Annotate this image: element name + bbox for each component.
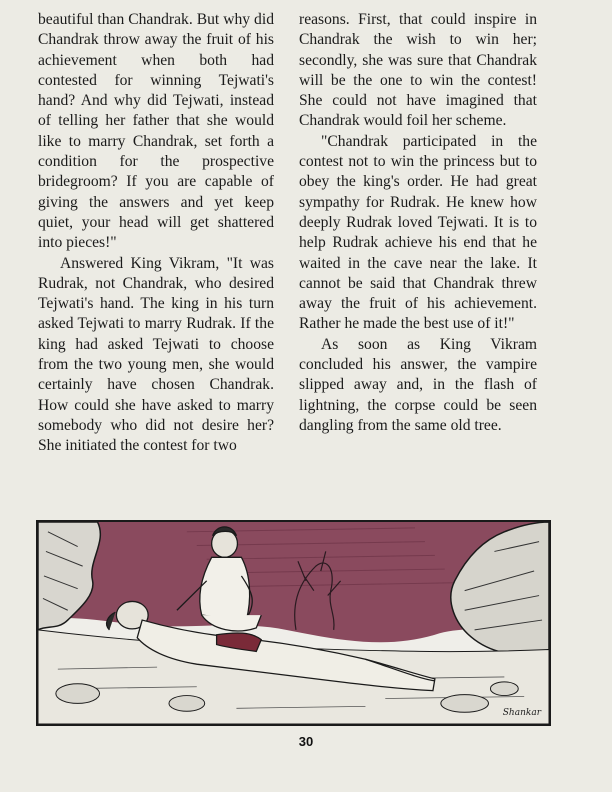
left-paragraph-1: beautiful than Chandrak. But why did Chandrak throw away the fruit of his achievement when both had contested for winning Tejwati's hand? And why did Tejwati, instead of telling her father that she would like to marry Chandrak, set forth a condition for the prospective bridegroom? If you are capable of giving the answers and yet keep quiet, your head will get shattered into pieces!" <box>38 11 274 252</box>
right-paragraph-3: As soon as King Vikram concluded his answer, the vampire slipped away and, in the flash of lightning, the corpse could be seen dangling from the same old tree. <box>299 335 537 434</box>
right-text-column <box>299 10 537 436</box>
story-illustration <box>36 520 551 726</box>
right-paragraph-2: "Chandrak participated in the contest not to win the princess but to obey the king's order. He had great sympathy for Rudrak. He knew how deeply Rudrak loved Tejwati. It is to help Rudrak achieve his end that he waited in the cave near the lake. It cannot be said that Chandrak threw away the fruit of his achievement. Rather he made the best use of it!" <box>299 132 537 333</box>
artist-signature: Shankar <box>502 708 541 718</box>
left-text-column <box>38 10 274 457</box>
right-paragraph-1: reasons. First, that could inspire in Chandrak the wish to win her; secondly, she was sure that Chandrak will be the one to win the contest! She could not have imagined that Chandrak would foil her scheme. <box>299 11 537 130</box>
illustration-drawing <box>38 522 549 724</box>
left-paragraph-2: Answered King Vikram, "It was Rudrak, not Chandrak, who desired Tejwati's hand. The king in his turn asked Tejwati to marry Rudrak. If the king had asked Tejwati to choose from the two young men, she would certainly have chosen Chandrak. How could she have asked to marry somebody who did not desire her? She initiated the contest for two <box>38 254 274 455</box>
page-number: 30 <box>298 734 314 749</box>
